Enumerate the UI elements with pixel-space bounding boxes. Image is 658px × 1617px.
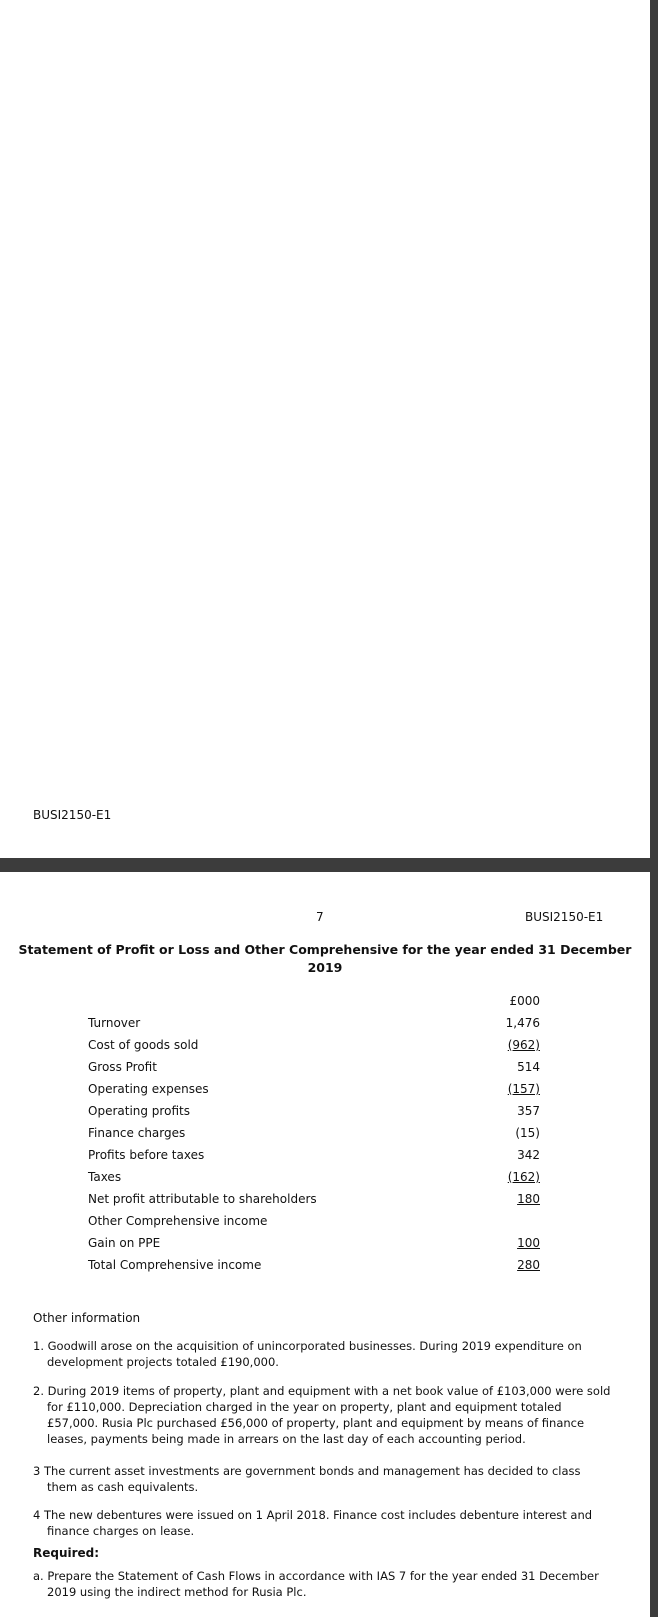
pl-row-label: Operating expenses [88, 1082, 209, 1096]
pl-row [0, 1016, 650, 1036]
pl-row [0, 1104, 650, 1124]
note-4 [33, 1507, 613, 1539]
note-4-text: 4 The new debentures were issued on 1 April 2018. Finance cost includes debenture interest and finance charges on lease. [33, 1508, 593, 1538]
note-3-text: 3 The current asset investments are government bonds and management has decided to class them as cash equivalents. [33, 1464, 581, 1494]
pl-row-label: Taxes [88, 1170, 122, 1184]
required-item [33, 1568, 613, 1600]
pl-unit: £000 [509, 994, 540, 1008]
pl-row-value: 514 [517, 1060, 540, 1074]
pl-row [0, 1214, 650, 1234]
pl-row [0, 1258, 650, 1278]
pl-row-label: Operating profits [88, 1104, 190, 1118]
pl-row-value: 357 [517, 1104, 540, 1118]
pl-row [0, 1170, 650, 1190]
pl-row-value: (962) [507, 1038, 540, 1052]
pl-row-value: 342 [517, 1148, 540, 1162]
pl-row-value: (157) [507, 1082, 540, 1096]
pl-row-label: Finance charges [88, 1126, 186, 1140]
pl-title: Statement of Profit or Loss and Other Comprehensive for the year ended 31 December 2019 [18, 942, 632, 975]
pl-row-value: 180 [517, 1192, 540, 1206]
pl-row-value: 1,476 [505, 1016, 540, 1030]
viewer-scroll-edge [650, 0, 658, 1617]
note-2 [33, 1383, 613, 1447]
required-label: Required: [33, 1546, 100, 1560]
pl-row [0, 1192, 650, 1212]
pl-row [0, 1038, 650, 1058]
pl-row-value: (15) [515, 1126, 540, 1140]
note-3 [33, 1463, 613, 1495]
pl-row [0, 1060, 650, 1080]
pl-row-value: 100 [517, 1236, 540, 1250]
pl-row-label: Gross Profit [88, 1060, 157, 1074]
pl-row-label: Profits before taxes [88, 1148, 205, 1162]
pl-row-label: Gain on PPE [88, 1236, 161, 1250]
pl-row-label: Other Comprehensive income [88, 1214, 268, 1228]
note-1-text: 1. Goodwill arose on the acquisition of unincorporated businesses. During 2019 expenditure on development projects totaled £190,000. [33, 1339, 582, 1369]
required-item-text: a. Prepare the Statement of Cash Flows in accordance with IAS 7 for the year ended 31 December 2019 using the indirect method for Rusia Plc. [33, 1569, 599, 1599]
note-1 [33, 1338, 613, 1370]
pl-row-value: 280 [517, 1258, 540, 1272]
other-info-title: Other information [33, 1311, 141, 1325]
pl-row-label: Net profit attributable to shareholders [88, 1192, 317, 1206]
module-code-footer: BUSI2150-E1 [33, 808, 112, 822]
pl-row-label: Total Comprehensive income [88, 1258, 262, 1272]
pl-row-label: Turnover [88, 1016, 141, 1030]
pl-row [0, 1082, 650, 1102]
pl-row [0, 1148, 650, 1168]
pl-row [0, 1126, 650, 1146]
pl-row-value: (162) [507, 1170, 540, 1184]
pl-row-label: Cost of goods sold [88, 1038, 199, 1052]
note-2-text: 2. During 2019 items of property, plant and equipment with a net book value of £103,000 were sold for £110,000. Depreciation charged in the year on property, plant and equipment totaled £57,000. Rusia Plc purchased £56,000 of property, plant and equipment by means of finance leases, payments being made in arrears on the last day of each accounting period. [33, 1384, 611, 1446]
module-code-header: BUSI2150-E1 [525, 910, 604, 924]
pl-row [0, 1236, 650, 1256]
page-gap [0, 858, 658, 872]
page-number: 7 [316, 910, 324, 924]
